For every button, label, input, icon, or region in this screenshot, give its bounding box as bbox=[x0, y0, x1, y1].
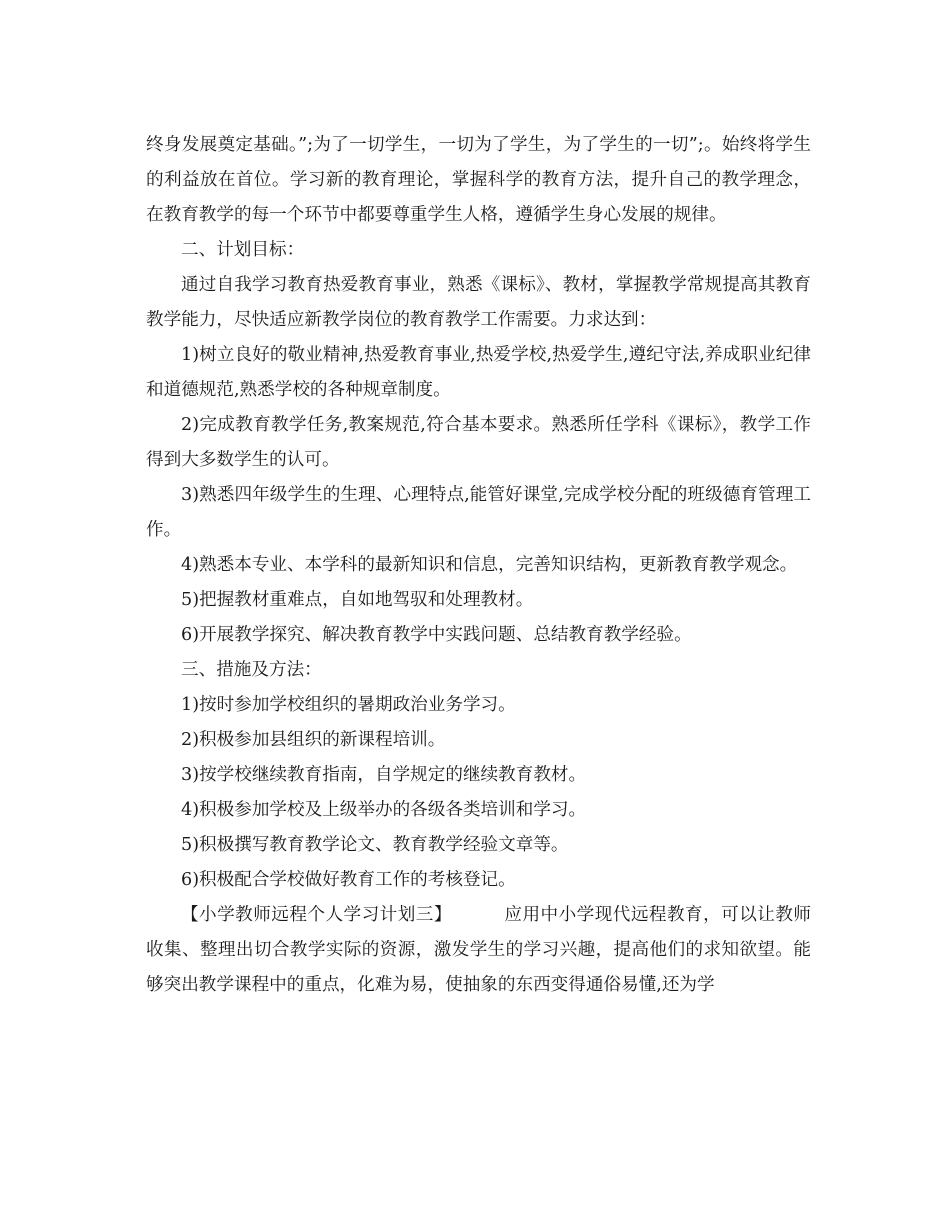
paragraph-intro: 终身发展奠定基础。”;为了一切学生，一切为了学生，为了学生的一切”;。始终将学生的利益放在首位。学习新的教育理论，掌握科学的教育方法，提升自己的教学理念，在教育教学的每一个环节中都要尊重学生人格，遵循学生身心发展的规律。 bbox=[146, 135, 811, 225]
plan-three-heading: 【小学教师远程个人学习计划三】 bbox=[181, 905, 452, 925]
section-heading-plan-goals: 二、计划目标： bbox=[181, 240, 305, 260]
list-item-measure-1: 1)按时参加学校组织的暑期政治业务学习。 bbox=[181, 695, 516, 715]
list-item-measure-6: 6)积极配合学校做好教育工作的考核登记。 bbox=[181, 870, 516, 890]
section-heading-measures: 三、措施及方法： bbox=[181, 660, 322, 680]
list-item-goal-4: 4)熟悉本专业、本学科的最新知识和信息，完善知识结构，更新教育教学观念。 bbox=[181, 555, 798, 575]
list-item-goal-6: 6)开展教学探究、解决教育教学中实践问题、总结教育教学经验。 bbox=[181, 625, 692, 645]
document-body bbox=[146, 128, 811, 1003]
list-item-measure-3: 3)按学校继续教育指南，自学规定的继续教育教材。 bbox=[181, 765, 587, 785]
list-item-measure-2: 2)积极参加县组织的新课程培训。 bbox=[181, 730, 446, 750]
list-item-goal-1: 1)树立良好的敬业精神,热爱教育事业,热爱学校,热爱学生,遵纪守法,养成职业纪律和道德规范,熟悉学校的各种规章制度。 bbox=[146, 345, 811, 400]
paragraph-goals-summary: 通过自我学习教育热爱教育事业，熟悉《课标》、教材，掌握教学常规提高其教育教学能力，尽快适应新教学岗位的教育教学工作需要。力求达到： bbox=[146, 275, 811, 330]
list-item-measure-4: 4)积极参加学校及上级举办的各级各类培训和学习。 bbox=[181, 800, 587, 820]
list-item-goal-3: 3)熟悉四年级学生的生理、心理特点,能管好课堂,完成学校分配的班级德育管理工作。 bbox=[146, 485, 811, 540]
list-item-goal-2: 2)完成教育教学任务,教案规范,符合基本要求。熟悉所任学科《课标》，教学工作得到大多数学生的认可。 bbox=[146, 415, 811, 470]
paragraph-plan-three bbox=[146, 898, 811, 1003]
plan-three-text: 应用中小学现代远程教育，可以让教师收集、整理出切合教学实际的资源，激发学生的学习兴趣，提高他们的求知欲望。能够突出教学课程中的重点，化难为易，使抽象的东西变得通俗易懂,还为学 bbox=[146, 905, 811, 995]
list-item-measure-5: 5)积极撰写教育教学论文、教育教学经验文章等。 bbox=[181, 835, 569, 855]
list-item-goal-5: 5)把握教材重难点，自如地驾驭和处理教材。 bbox=[181, 590, 534, 610]
